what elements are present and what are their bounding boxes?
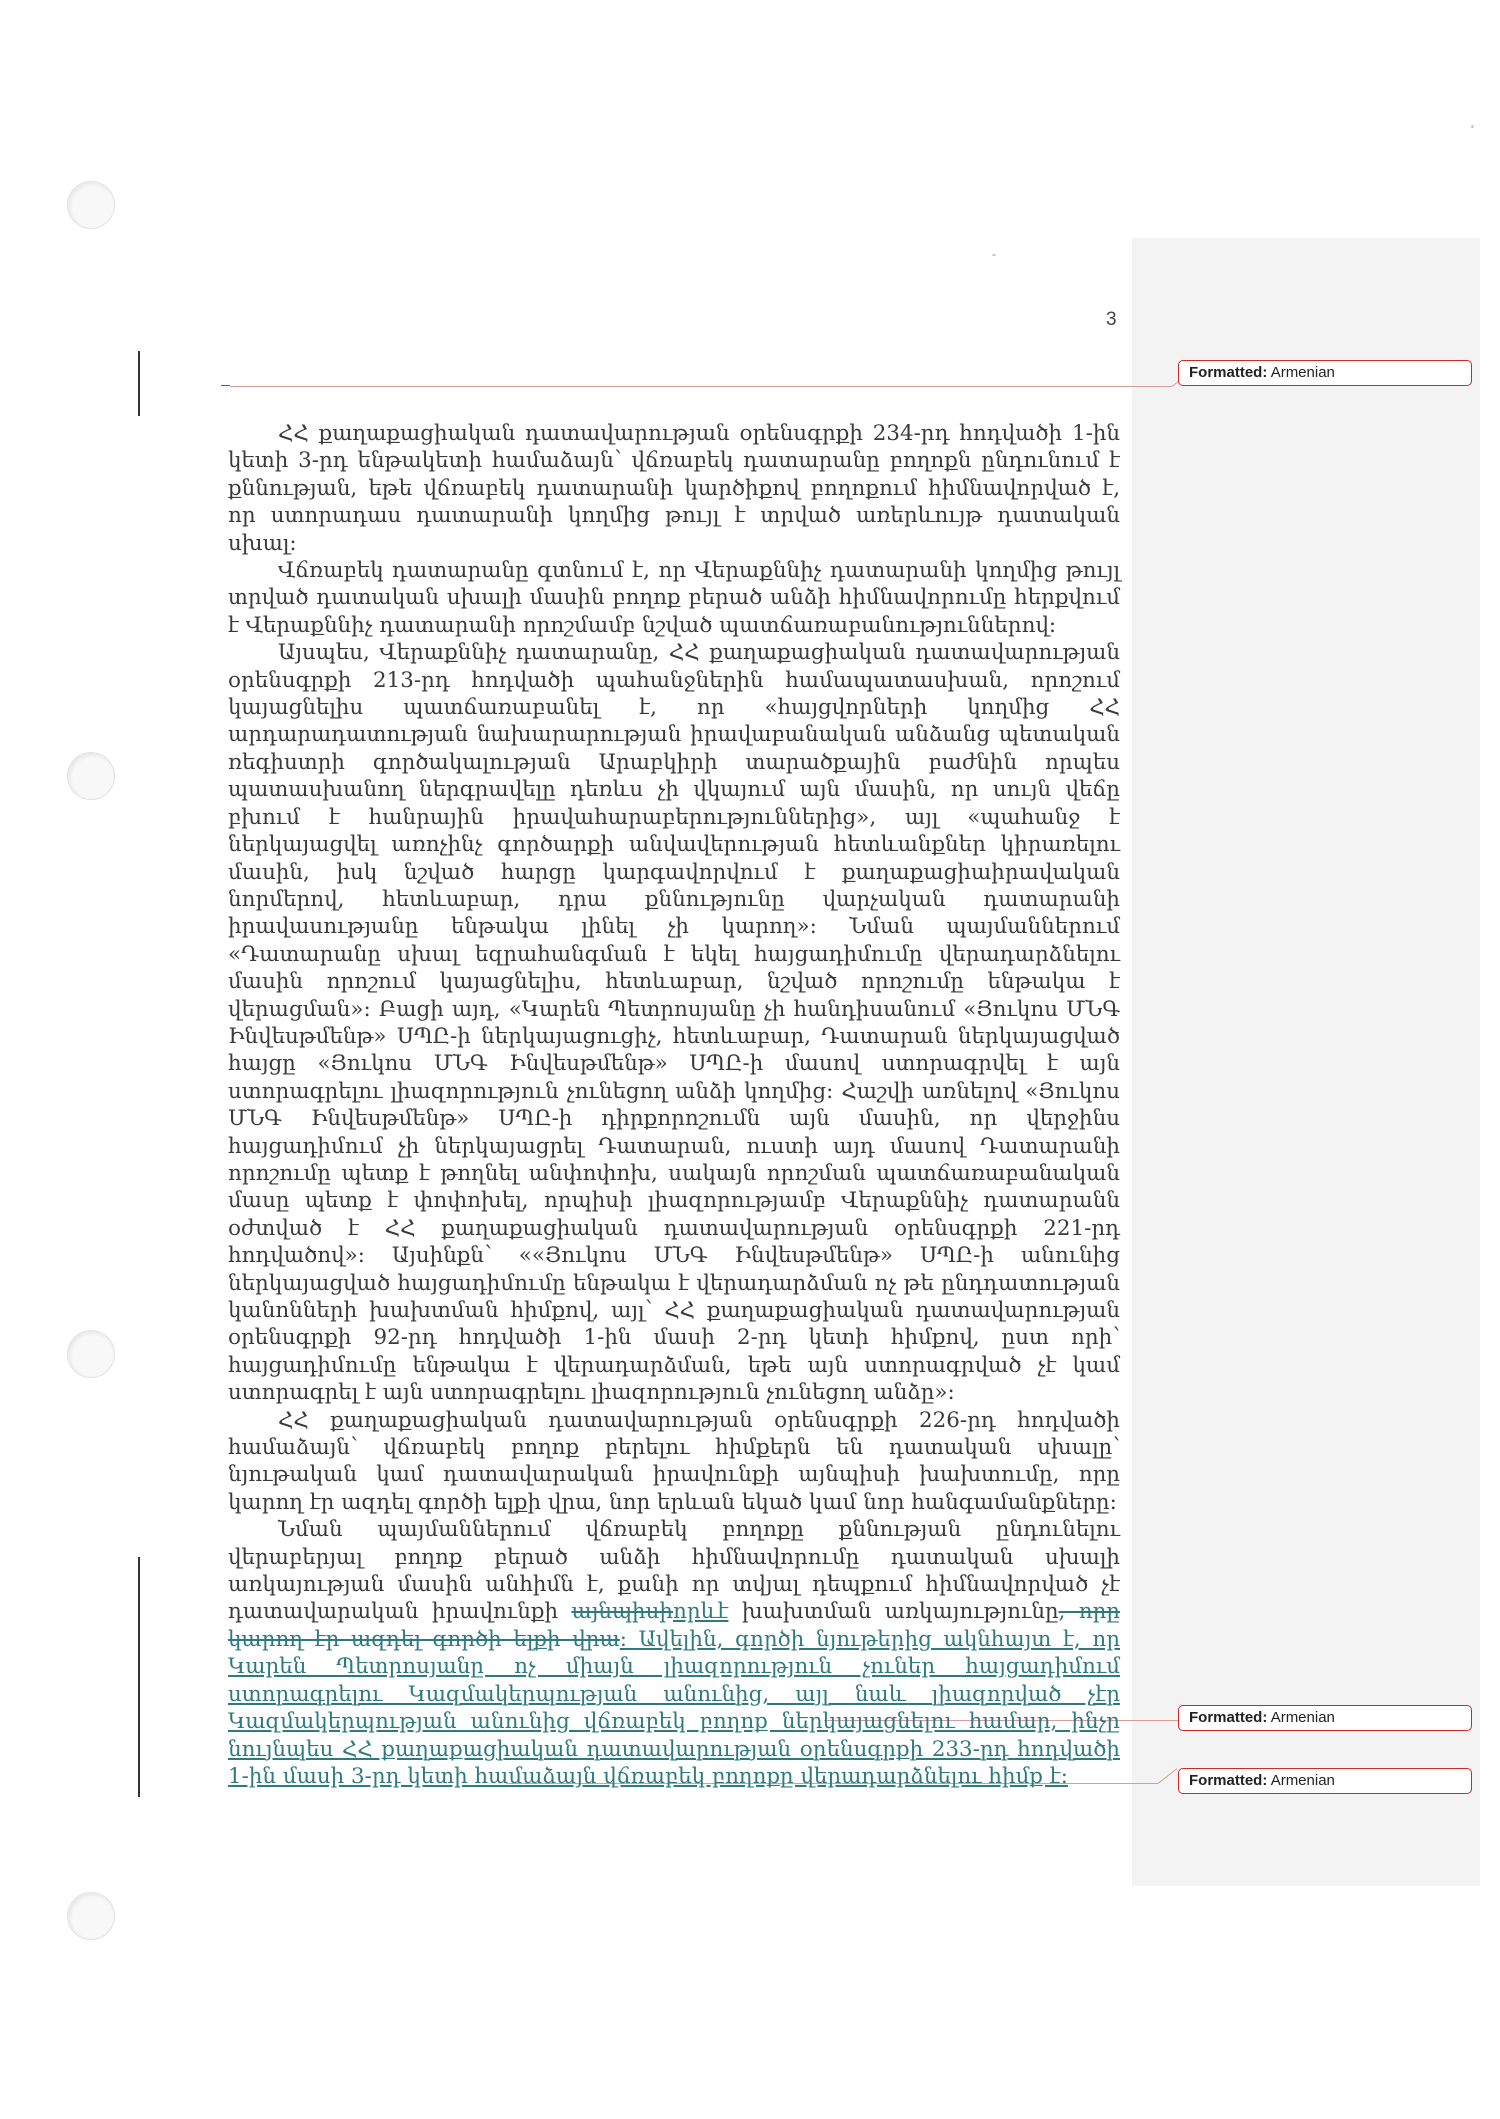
balloon-value: Armenian [1270, 1772, 1335, 1789]
formatting-balloon[interactable] [1178, 360, 1472, 386]
balloon-value: Armenian [1270, 364, 1335, 381]
paragraph-text: Նման պայմաններում վճռաբեկ բողոքը քննության ընդունելու վերաբերյալ բողոք բերած անձի հիմնավորումը դատական սխալի առկայության մասին անհիմն է, քանի որ տվյալ դեպքում հիմնավորված չէ դատավարական իրավունքի [228, 1517, 1120, 1625]
markup-pane [1132, 238, 1480, 1886]
balloon-value: Armenian [1270, 1709, 1335, 1726]
scan-speck [992, 254, 996, 256]
scan-speck [1471, 125, 1474, 128]
inserted-text: որևէ [673, 1599, 729, 1625]
paragraph-tracked-changes [228, 1516, 1120, 1790]
formatting-anchor-top [221, 385, 230, 386]
formatting-balloon[interactable] [1178, 1768, 1472, 1794]
paragraph: ՀՀ քաղաքացիական դատավարության օրենսգրքի 226-րդ հոդվածի համաձայն՝ վճռաբեկ բողոք բերելու հիմքերն են դատական սխալը՝ նյութական կամ դատավարական իրավունքի այնպիսի խախտումը, որը կարող էր ազդել գործի ելքի վրա, նոր երևան եկած կամ նոր հանգամանքները: [228, 1407, 1120, 1515]
deleted-text: այնպիսի [571, 1599, 673, 1625]
paragraph: Վճռաբեկ դատարանը գտնում է, որ Վերաքննիչ դատարանի կողմից թույլ տրված դատական սխալի մասին բողոք բերած անձի հիմնավորումը հերքվում է Վերաքննիչ դատարանի որոշմամբ նշված պատճառաբանություններով: [228, 558, 1120, 638]
balloon-label: Formatted: [1189, 364, 1268, 381]
paragraph: ՀՀ քաղաքացիական դատավարության օրենսգրքի 234-րդ հոդվածի 1-ին կետի 3-րդ ենթակետի համաձայն՝ վճռաբեկ դատարանը բողոքն ընդունում է քննության, եթե վճռաբեկ դատարանի կարծիքով բողոքում հիմնավորված է, որ ստորադաս դատարանի կողմից թույլ է տրված առերևույթ դատական սխալ: [228, 421, 1120, 556]
punch-hole-upper-middle [67, 752, 115, 800]
change-bar-top [138, 351, 140, 416]
deleted-text: , որը կարող էր ազդել գործի ելքի վրա [228, 1599, 1120, 1652]
punch-hole-top [67, 181, 115, 229]
formatting-balloon[interactable] [1178, 1705, 1472, 1731]
document-body [228, 420, 1120, 1790]
balloon-label: Formatted: [1189, 1772, 1268, 1789]
punch-hole-bottom [67, 1892, 115, 1940]
paragraph: Այսպես, Վերաքննիչ դատարանը, ՀՀ քաղաքացիական դատավարության օրենսգրքի 213-րդ հոդվածի պահանջներին համապատասխան, որոշում կայացնելիս պատճառաբանել է, որ «հայցվորների կողմից ՀՀ արդարադատության նախարարության իրավաբանական անձանց պետական ռեգիստրի գործակալության Արաբկիրի տարածքային բաժնին որպես պատասխանող ներգրավելը դեռևս չի վկայում այն մասին, որ սույն վեճը բխում է հանրային իրավահարաբերություններից», այլ «պահանջ է ներկայացվել առոչինչ գործարքի անվավերության հետևանքներ կիրառելու մասին, իսկ նշված հարցը կարգավորվում է քաղաքացիաիրավական նորմերով, հետևաբար, դրա քննությունը վարչական դատարանի իրավասությանը ենթակա լինել չի կարող»: Նման պայմաններում «Դատարանը սխալ եզրահանգման է եկել հայցադիմումը վերադարձնելու մասին որոշում կայացնելիս, հետևաբար, նշված որոշումը ենթակա է վերացման»: Բացի այդ, «Կարեն Պետրոսյանը չի հանդիսանում «Յուկոս ՄՆԳ Ինվեսթմենթ» ՍՊԸ-ի ներկայացուցիչ, հետևաբար, Դատարան ներկայացված հայցը «Յուկոս ՄՆԳ Ինվեսթմենթ» ՍՊԸ-ի մասով ստորագրվել է այն ստորագրելու լիազորություն չունեցող անձի կողմից: Հաշվի առնելով «Յուկոս ՄՆԳ Ինվեսթմենթ» ՍՊԸ-ի դիրքորոշումն այն մասին, որ վերջինս հայցադիմում չի ներկայացրել Դատարան, ուստի այդ մասով Դատարանի որոշումը պետք է թողնել անփոփոխ, սակայն որոշման պատճառաբանական մասը պետք է փոփոխել, որպիսի լիազորությամբ Վերաքննիչ դատարանն օժտված է ՀՀ քաղաքացիական դատավարության օրենսգրքի 221-րդ հոդվածով»: Այսինքն՝ ««Յուկոս ՄՆԳ Ինվեսթմենթ» ՍՊԸ-ի անունից ներկայացված հայցադիմումը ենթակա է վերադարձման ոչ թե ընդդատության կանոնների խախտման հիմքով, այլ՝ ՀՀ քաղաքացիական դատավարության օրենսգրքի 92-րդ հոդվածի 1-ին մասի 2-րդ կետի հիմքով, ըստ որի՝ հայցադիմումը ենթակա է վերադարձման, եթե այն ստորագրված չէ կամ ստորագրել է այն ստորագրելու լիազորություն չունեցող անձը»: [228, 640, 1120, 1406]
page-number: 3 [1106, 309, 1117, 330]
paragraph-text: խախտման առկայությունը [728, 1599, 1059, 1625]
change-bar-bottom [138, 1557, 140, 1797]
inserted-text: : [1060, 1763, 1068, 1789]
inserted-text: : Ավելին, գործի նյութերից ակնհայտ է, որ Կարեն Պետրոսյանը ոչ միայն լիազորություն չուներ հայցադիմում ստորագրելու Կազմակերպության անունից, այլ նաև լիազորված չէր Կազմակերպության անունից վճռաբեկ բողոք ներկայացնելու համար, ինչը նույնպես ՀՀ քաղաքացիական դատավարության օրենսգրքի 233-րդ հոդվածի 1-ին մասի 3-րդ կետի համաձայն վճռաբեկ բողոքը վերադարձնելու հիմք է [228, 1626, 1120, 1789]
balloon-label: Formatted: [1189, 1709, 1268, 1726]
formatting-rule-top [230, 386, 1172, 387]
punch-hole-lower-middle [67, 1330, 115, 1378]
